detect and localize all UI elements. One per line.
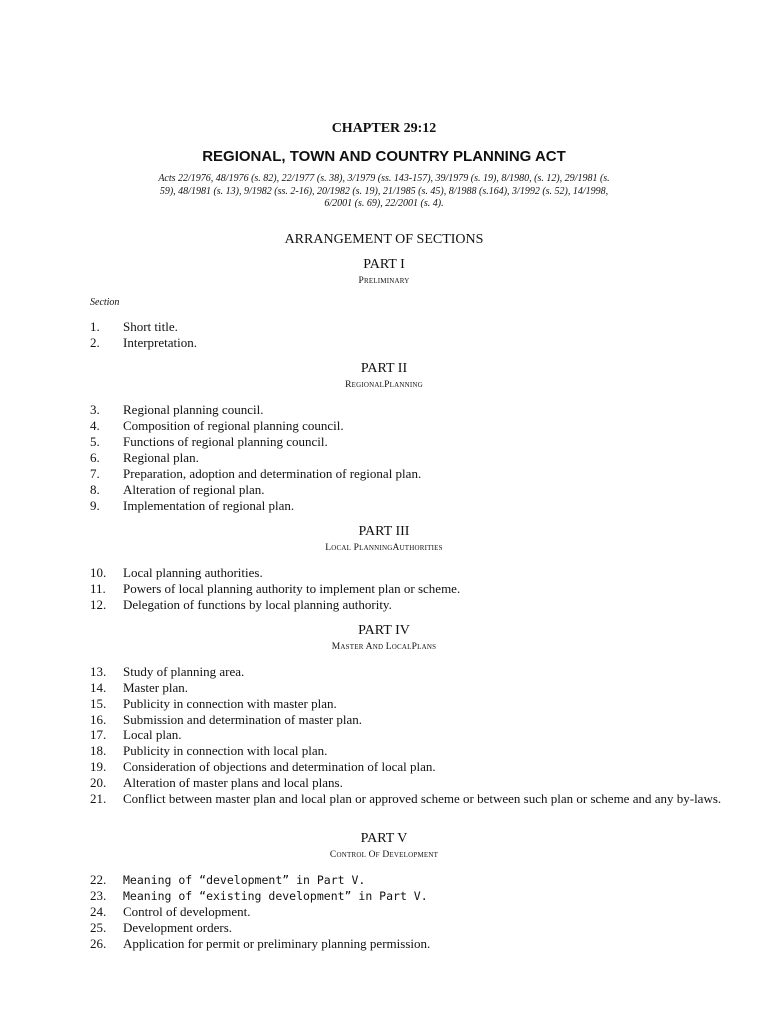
- section-number: 22.: [90, 872, 107, 887]
- part-subtitle: Master And LocalPlans: [331, 642, 437, 652]
- part-title: PART V: [360, 831, 408, 846]
- section-title: Consideration of objections and determination of local plan.: [123, 759, 436, 774]
- section-number: 17.: [90, 727, 107, 742]
- part-title: PART II: [360, 361, 408, 376]
- section-title: Application for permit or preliminary planning permission.: [123, 936, 431, 951]
- section-number: 6.: [90, 450, 100, 465]
- part-title: PART I: [363, 257, 405, 272]
- section-number: 11.: [90, 581, 106, 596]
- section-title: Short title.: [123, 319, 178, 334]
- section-title: Meaning of “existing development” in Part V.: [123, 889, 428, 903]
- section-number: 8.: [90, 482, 100, 497]
- section-number: 1.: [90, 319, 100, 334]
- chapter-heading: CHAPTER 29:12: [331, 121, 437, 136]
- section-title: Functions of regional planning council.: [123, 434, 328, 449]
- section-title: Delegation of functions by local planning authority.: [123, 597, 392, 612]
- section-title: Publicity in connection with master plan.: [123, 696, 337, 711]
- section-number: 20.: [90, 775, 107, 790]
- section-number: 23.: [90, 888, 107, 903]
- part-title: PART IV: [358, 623, 410, 638]
- section-number: 24.: [90, 904, 107, 919]
- section-title: Powers of local planning authority to implement plan or scheme.: [123, 581, 461, 596]
- section-title: Development orders.: [123, 920, 233, 935]
- section-number: 14.: [90, 680, 107, 695]
- section-number: 13.: [90, 664, 107, 679]
- section-title: Local planning authorities.: [123, 565, 263, 580]
- section-title: Interpretation.: [123, 335, 197, 350]
- section-number: 16.: [90, 712, 107, 727]
- part-subtitle: Control Of Development: [329, 850, 439, 860]
- section-title: Composition of regional planning council.: [123, 418, 344, 433]
- section-title: Conflict between master plan and local plan or approved scheme or between such plan or scheme and any by-laws.: [123, 791, 722, 806]
- section-number: 12.: [90, 597, 107, 612]
- arrangement-heading: ARRANGEMENT OF SECTIONS: [284, 232, 484, 247]
- section-number: 21.: [90, 791, 107, 806]
- section-number: 3.: [90, 402, 100, 417]
- section-title: Meaning of “development” in Part V.: [123, 873, 366, 887]
- section-number: 15.: [90, 696, 107, 711]
- section-title: Preparation, adoption and determination of regional plan.: [123, 466, 422, 481]
- section-number: 25.: [90, 920, 107, 935]
- section-title: Alteration of master plans and local plans.: [123, 775, 343, 790]
- section-title: Study of planning area.: [123, 664, 245, 679]
- section-number: 2.: [90, 335, 100, 350]
- section-number: 10.: [90, 565, 107, 580]
- section-title: Master plan.: [123, 680, 188, 695]
- section-number: 7.: [90, 466, 100, 481]
- act-title: REGIONAL, TOWN AND COUNTRY PLANNING ACT: [202, 148, 566, 165]
- section-title: Implementation of regional plan.: [123, 498, 295, 513]
- section-title: Publicity in connection with local plan.: [123, 743, 328, 758]
- section-number: 9.: [90, 498, 100, 513]
- part-subtitle: RegionalPlanning: [345, 380, 423, 390]
- section-number: 5.: [90, 434, 100, 449]
- section-title: Submission and determination of master plan.: [123, 712, 363, 727]
- section-title: Regional plan.: [123, 450, 199, 465]
- section-title: Regional planning council.: [123, 402, 264, 417]
- part-title: PART III: [358, 524, 410, 539]
- section-column-label: Section: [90, 297, 120, 308]
- section-title: Local plan.: [123, 727, 182, 742]
- section-number: 26.: [90, 936, 107, 951]
- amending-acts-note: Acts 22/1976, 48/1976 (s. 82), 22/1977 (s. 38), 3/1979 (ss. 143-157), 39/1979 (s. 19), 8/1980, (s. 12), 29/1981 (s. 59), 48/1981 (s. 13), 9/1982 (ss. 2-16), 20/1982 (s. 19), 21/1985 (s. 45), 8/1988 (s.164), 3/1992 (s. 52), 14/1998, 6/2001 (s. 69), 22/2001 (s. 4).: [158, 173, 610, 209]
- section-number: 4.: [90, 418, 100, 433]
- section-number: 19.: [90, 759, 107, 774]
- part-subtitle: Preliminary: [358, 276, 410, 286]
- section-number: 18.: [90, 743, 107, 758]
- part-subtitle: Local PlanningAuthorities: [325, 543, 443, 553]
- section-title: Control of development.: [123, 904, 251, 919]
- section-title: Alteration of regional plan.: [123, 482, 265, 497]
